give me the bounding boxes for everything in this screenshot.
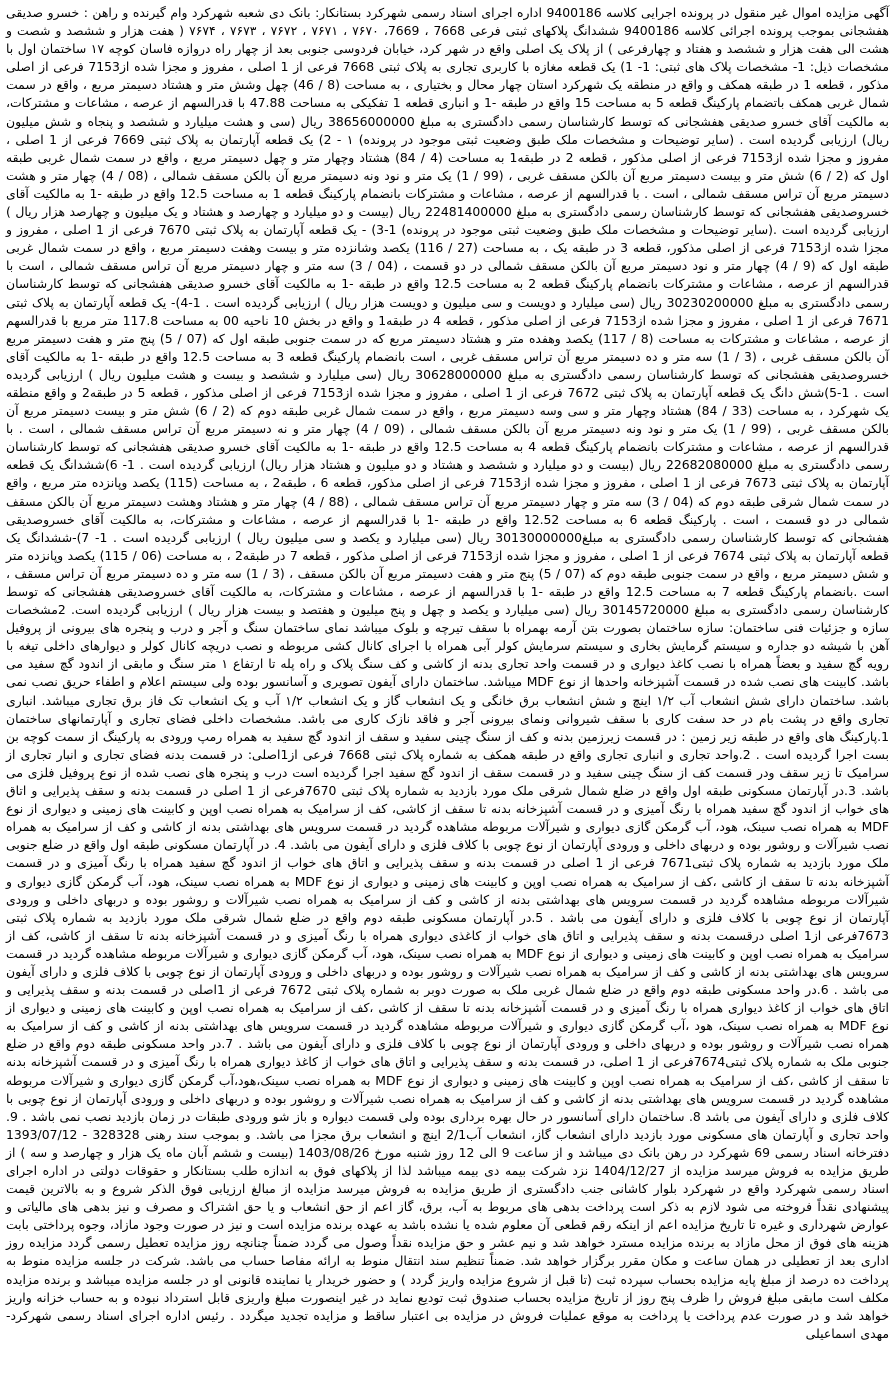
auction-notice-text: آگهی مزایده اموال غیر منقول در پرونده اجرایی کلاسه 9400186 اداره اجرای اسناد رسمی شهرکرد بستانکار: بانک دی شعبه شهرکرد وام گیرنده و راهن : خسرو صدیقی هفشجانی بموجب پرونده اجرائی کلاسه 9400186 ششدانگ پلاکهای ثبتی فرعی 7668 ، 7669، ۷۶۷۰ ، ۷۶۷۱ ، ۷۶۷۲ ، ۷۶۷۳ ، ۷۶۷۴ ( هفت هزار و ششصد و شصت و هشت الی هفت هزار و ششصد و هفتاد و چهارفرعی ) از پلاک یک اصلی واقع در شهر کرد، خیابان فردوسی جنوبی بعد از چهار راه دروازه فاسان کوچه ۱۷ ساختمان اول با مشخصات ذیل: 1- مشخصات پلاک های ثبتی: 1- 1) یک قطعه مغازه با کاربری تجاری به پلاک ثبتی 7668 فرعی از 1 اصلی ، مفروز و مجزا شده از7153 فرعی از اصلی مذکور ، قطعه 1 در طبقه همکف و واقع در منطقه یک شهرکرد استان چهار محال و بختیاری ، به مساحت (8 / 46) چهل وشش متر و هشتاد دسیمتر مربع ، واقع در سمت شمال غربی همکف باتضمام پارکینگ قطعه 5 به مساحت 15 واقع در طبقه -1 و انباری قطعه 1 تفکیکی به مساحت 47.88 با قدرالسهم از عرصه ، مشاعات و مشترکات، به مالکیت آقای خسرو صدیقی هفشجانی که توسط کارشناسان رسمی دادگستری به مبلغ 38656000000 ریال (سی و هشت میلیارد و ششصد و پنجاه و شش میلیون ریال) ارزیابی گردیده است . (سایر توضیحات و مشخصات ملک طبق وضعیت ثبتی موجود در پرونده) ۱ - 2) یک قطعه آپارتمان به پلاک ثبتی 7669 فرعی از 1 اصلی ، مفروز و مجزا شده از7153 فرعی از اصلی مذکور ، قطعه 2 در طبقه1 به مساحت (4 / 84) هشتاد وچهار متر و چهل دسیمتر مربع ، واقع در سمت شمال غربی طبقه اول که (2 / 6) شش متر و بیست دسیمتر مربع آن بالکن مسقف غربی ، (99 / 1) یک متر و نود ونه دسیمتر مربع آن بالکن مسقف شمالی ، (08 / 4) چهار متر و هشت دسیمتر مربع آن تراس مسقف شمالی ، است . با قدرالسهم از عرصه ، مشاعات و مشترکات بانضمام پارکینگ قطعه 1 به مساحت 12.5 واقع در طبقه -1 به مالکیت آقای خسروصدیقی هفشجانی که توسط کارشناسان رسمی دادگستری به مبلغ 22481400000 ریال (بیست و دو میلیارد و چهارصد و هشتاد و یک میلیون و چهارصد هزار ریال ) ارزیابی گردیده است .(سایر توضیحات و مشخصات ملک طبق وضعیت ثبتی موجود در پرونده) 1-3) - یک قطعه آپارتمان به پلاک ثبتی 7670 فرعی از 1 اصلی ، مفروز و مجزا شده از7153 فرعی از اصلی مذکور، قطعه 3 در طبقه یک ، به مساحت (27 / 116) یکصد وشانزده متر و بیست وهفت دسیمتر مربع ، واقع در سمت شمال غربی طبقه اول که (9 / 4) چهار متر و نود دسیمتر مربع آن بالکن مسقف شمالی در دو قسمت ، (04 / 3) سه متر و چهار دسیمتر مربع آن تراس مسقف شمالی ، است با قدرالسهم از عرصه ، مشاعات و مشترکات بانضمام پارکینگ قطعه 2 به مساحت 12.5 واقع در طبقه -1 به مالکیت آقای خسرو صدیقی هفشجانی که توسط کارشناسان رسمی دادگستری به مبلغ 30230200000 ریال (سی میلیارد و دویست و سی میلیون و دویست هزار ریال ) ارزیابی گردیده است . 1-4)- یک قطعه آپارتمان به پلاک ثبتی 7671 فرعی از 1 اصلی ، مفروز و مجزا شده از7153 فرعی از اصلی مذکور ، قطعه 4 در طبقه1 و واقع در بخش 10 ناحیه 00 به مساحت 117.8 متر مربع با قدرالسهم از عرصه ، مشاعات و مشترکات به مساحت (8 / 117) یکصد وهفده متر و هشتاد دسیمتر مربع که در سمت جنوبی طبقه اول که (07 / 5) پنج متر و هفت دسیمتر مربع آن بالکن مسقف غربی ، (3 / 1) سه متر و ده دسیمتر مربع آن تراس مسقف غربی ، است بانضمام پارکینگ قطعه 3 به مساحت 12.5 واقع در طبقه -1 به مالکیت آقای خسروصدیقی هفشجانی که توسط کارشناسان رسمی دادگستری به مبلغ 30628000000 ریال (سی میلیارد و ششصد و بیست و هشت میلیون ریال ) ارزیابی گردیده است . 1-5)شش دانگ یک قطعه آپارتمان به پلاک ثبتی 7672 فرعی از 1 اصلی ، مفروز و مجزا شده از7153 فرعی از اصلی مذکور ، قطعه 5 در طبقه2 و واقع منطقه یک شهرکرد ، به مساحت (33 / 84) هشتاد وچهار متر و سی وسه دسیمتر مربع ، واقع در سمت شمال غربی طبقه دوم که (2 / 6) شش متر و بیست دسیمتر مربع آن بالکن مسقف غربی ، (99 / 1) یک متر و نود ونه دسیمتر مربع آن بالکن مسقف شمالی ، (09 / 4) چهار متر و نه دسیمتر مربع آن تراس مسقف شمالی ، است . با قدرالسهم از عرصه ، مشاعات و مشترکات بانضمام پارکینگ قطعه 4 به مساحت 12.5 واقع در طبقه -1 به مالکیت آقای خسرو صدیقی هفشجانی که توسط کارشناسان رسمی دادگستری به مبلغ 22682080000 ریال (بیست و دو میلیارد و ششصد و هشتاد و دو میلیون و هشتاد هزار ریال) ارزیابی گردیده است . 1- 6)ششدانگ یک قطعه آپارتمان به پلاک ثبتی 7673 فرعی از 1 اصلی ، مفروز و مجزا شده از7153 فرعی از اصلی مذکور، قطعه 6 ، طبقه2 ، به مساحت (115) یکصد وپانزده متر مربع ، واقع در سمت شمال شرقی طبقه دوم که (04 / 3) سه متر و چهار دسیمتر مربع آن تراس مسقف شمالی ، (88 / 4) چهار متر و هشتاد وهشت دسیمتر مربع آن بالکن مسقف شمالی در دو قسمت ، است . پارکینگ قطعه 6 به مساحت 12.52 واقع در طبقه -1 با قدرالسهم از عرصه ، مشاعات و مشترکات، به مالکیت آقای خسروصدیقی هفشجانی که توسط کارشناسان رسمی دادگستری به مبلغ30130000000 ریال (سی میلیارد و یکصد و سی میلیون ریال ) ارزیابی گردیده است . 1- 7)-ششدانگ یک قطعه آپارتمان به پلاک ثبتی 7674 فرعی از 1 اصلی ، مفروز و مجزا شده از7153 فرعی از اصلی مذکور ، قطعه 7 در طبقه2 ، به مساحت (06 / 115) یکصد وپانزده متر و شش دسیمتر مربع ، واقع در سمت جنوبی طبقه دوم که (07 / 5) پنج متر و هفت دسیمتر مربع آن بالکن مسقف ، (3 / 1) سه متر و ده دسیمتر مربع آن تراس مسقف ، است .بانضمام پارکینگ قطعه 7 به مساحت 12.5 واقع در طبقه -1 با قدرالسهم از عرصه ، مشاعات و مشترکات، به مالکیت آقای خسروصدیقی هفشجانی که توسط کارشناسان رسمی دادگستری به مبلغ 30145720000 ریال (سی میلیارد و یکصد و چهل و پنج میلیون و هفتصد و بیست هزار ریال ) ارزیابی گردیده است. 2مشخصات سازه و جزئیات فنی ساختمان: سازه ساختمان بصورت بتن آرمه بهمراه با سقف تیرچه و بلوک میباشد نمای ساختمان سنگ و آجر و درب و پنجره های بیرونی از پروفیل آهن با شیشه دو جداره و سیستم گرمایش بخاری و سیستم سرمایش کولر آبی همراه با اجرای کانال کشی مربوطه و نصب دریچه کانال کولر و دیوارهای داخلی تیغه با رویه گچ سفید و بعضاً همراه با نصب کاغذ دیواری و در قسمت واحد تجاری بدنه از کاشی و کف سنگ پلاک و راه پله تا ارتفاع ۱ متر سنگ و مابقی از اندود گچ سفید می باشد. کابینت های نصب شده در قسمت آشپزخانه واحدها از نوع MDF میباشد. ساختمان دارای آیفون تصویری و آسانسور بوده ولی سیستم اعلام و اطفاء حریق نصب نمی باشد. ساختمان دارای شش انشعاب آب ۱/۲ اینچ و شش انشعاب برق خانگی و یک انشعاب گاز و یک انشعاب ۱/۲ آب و یک انشعاب تک فاز برق تجاری میباشد. انباری تجاری واقع در پشت بام در حد سفت کاری با سقف شیروانی ونمای بیرونی آجر و فاقد نازک کاری می باشد. مشخصات داخلی فضای تجاری و آپارتمانهای ساختمان 1.پارکینگ های واقع در طبقه زیر زمین : در قسمت زیرزمین بدنه و کف از سنگ چینی سفید و سقف از اندود گچ سفید به همراه رمپ ورودی به پارکینگ از سمت کوچه بن بست اجرا گردیده است . 2.واحد تجاری و انباری تجاری واقع در طبقه همکف به شماره پلاک ثبتی 7668 فرعی از1اصلی: در قسمت بدنه فضای تجاری و انبار تجاری از سرامیک تا زیر سقف ودر قسمت کف از سنگ چینی سفید و در قسمت سقف از اندود گچ سفید اجرا گردیده است درب و پنجره های نصب شده از نوع پروفیل فلزی می باشد. 3.در آپارتمان مسکونی طبقه اول واقع در ضلع شمال شرقی ملک مورد بازدید به شماره پلاک ثبتی 7670فرعی از 1 اصلی در قسمت بدنه و سقف پذیرایی و اتاق های خواب از اندود گچ سفید همراه با رنگ آمیزی و در قسمت آشپزخانه بدنه تا سقف از کاشی، کف از سرامیک به همراه نصب اوپن و کابینت های زمینی و دیواری از نوع MDF به همراه نصب سینک، هود، آب گرمکن گازی دیواری و شیرآلات مربوطه مشاهده گردید در قسمت سرویس های بهداشتی بدنه از کاشی و کف از سرامیک به همراه نصب شیرآلات و روشور بوده و دربهای داخلی و ورودی آپارتمان از نوع چوبی با کلاف فلزی و دارای آیفون می باشد. 4. در آپارتمان مسکونی طبقه اول واقع در ضلع جنوبی ملک مورد بازدید به شماره پلاک ثبتی7671 فرعی از 1 اصلی در قسمت بدنه و سقف پذیرایی و اتاق های خواب از اندود گچ سفید همراه با رنگ آمیزی و در قسمت آشپزخانه بدنه تا سقف از کاشی ،کف از سرامیک به همراه نصب اوپن و کابینت های زمینی و دیواری از نوع MDF به همراه نصب سینک، هود، آب گرمکن گازی دیواری و شیرآلات مربوطه مشاهده گردید در قسمت سرویس های بهداشتی بدنه از کاشی و کف از سرامیک به همراه نصب شیرآلات و روشور بوده و دربهای داخلی و ورودی آپارتمان از نوع چوبی با کلاف فلزی و دارای آیفون می باشد . 5.در آپارتمان مسکونی طبقه دوم واقع در ضلع شمال شرقی ملک مورد بازدید به شماره پلاک ثبتی 7673فرعی از1 اصلی درقسمت بدنه و سقف پذیرایی و اتاق های خواب از کاغذی دیواری همراه با رنگ آمیزی و در قسمت آشپزخانه بدنه تا سقف از کاشی، کف از سرامیک به همراه نصب اوپن و کابینت های زمینی و دیواری از نوع MDF به همراه نصب سینک، هود، آب گرمکن گازی دیواری و شیرآلات مربوطه مشاهده گردید در قسمت سرویس های بهداشتی بدنه از کاشی و کف از سرامیک به همراه نصب شیرآلات و روشور بوده و دربهای داخلی و ورودی آپارتمان از نوع چوبی با کلاف فلزی و دارای آیفون می باشد . 6.در واحد مسکونی طبقه دوم واقع در ضلع شمال غربی ملک به صورت دوبر به شماره پلاک ثبتی 7672 فرعی از 1اصلی در قسمت بدنه و سقف پذیرایی و اتاق های خواب از کاغذ دیواری همراه با رنگ آمیزی و در قسمت آشپزخانه بدنه تا سقف از کاشی ،کف از سرامیک به همراه نصب اوپن و کابینت های زمینی و دیواری از نوع MDF به همراه نصب سینک، هود ،آب گرمکن گازی دیواری و شیرآلات مربوطه مشاهده گردید در قسمت سرویس های بهداشتی بدنه از کاشی و کف از سرامیک به همراه نصب شیرآلات و روشور بوده و دربهای داخلی و ورودی آپارتمان از نوع چوبی با کلاف فلزی و دارای آیفون می باشد . 7.در واحد مسکونی طبقه دوم واقع در ضلع جنوبی ملک به شماره پلاک ثبتی7674فرعی از 1 اصلی، در قسمت بدنه و سقف پذیرایی و اتاق های خواب از کاغذ دیواری همراه با رنگ آمیزی و در قسمت آشپزخانه بدنه تا سقف از کاشی ،کف از سرامیک به همراه نصب اوپن و کابینت های زمینی و دیواری از نوع MDF به همراه نصب سینک،هود،آب گرمکن گازی دیواری و شیرآلات مربوطه مشاهده گردید در قسمت سرویس های بهداشتی بدنه از کاشی و کف از سرامیک به همراه نصب شیرآلات و روشور بوده و دربهای داخلی و ورودی آپارتمان از نوع چوبی با کلاف فلزی و دارای آیفون می باشد 8. ساختمان دارای آسانسور در حال بهره برداری بوده ولی قسمت دیواره و باز شو ورودی طبقات در زمان بازدید نصب نمی باشد . 9. واحد تجاری و آپارتمان های مسکونی مورد بازدید دارای انشعاب گاز، انشعاب آب2/1 اینچ و انشعاب برق مجزا می باشد. و بموجب سند رهنی 328328 - 1393/07/12 دفترخانه اسناد رسمی 69 شهرکرد در رهن بانک دی میباشد و از ساعت 9 الی 12 روز شنبه مورخ 1403/08/26 (بیست و ششم آبان ماه یک هزار و چهارصد و سه ) از طریق مزایده به فروش میرسد مزایده از 1404/12/27 نزد شرکت بیمه دی بیمه میباشد لذا از پلاکهای فوق به اندازه طلب بستانکار و حقوقات دولتی در اداره اجرای اسناد رسمی شهرکرد واقع در شهرکرد بلوار کاشانی جنب دادگستری از طریق مزایده به فروش میرسد مزایده از مبالغ ارزیابی فوق الذکر شروع و به بالاترین قیمت پیشنهادی نقداً فروخته می شود لازم به ذکر است پرداخت بدهی های مربوط به آب، برق، گاز اعم از حق انشعاب و یا حق اشتراک و مصرف و نیز بدهی های مالیاتی و عوارض شهرداری و غیره تا تاریخ مزایده اعم از اینکه رقم قطعی آن معلوم شده یا نشده باشد به عهده برنده مزایده است و نیز در صورت وجود مازاد، وجوه پرداختی بابت هزینه های فوق از محل مازاد به برنده مزایده مسترد خواهد شد و نیم عشر و حق مزایده نقداً وصول می گردد ضمناً چنانچه روز مزایده تعطیل رسمی گردد مزایده روز اداری بعد از تعطیلی در همان ساعت و مکان مقرر برگزار خواهد شد. ضمناً تنظیم سند انتقال منوط به ارائه مفاصا حساب می باشد. شرکت در جلسه مزایده منوط به پرداخت ده درصد از مبلغ پایه مزایده بحساب سپرده ثبت (تا قبل از شروع مزایده واریز گردد ) و حضور خریدار یا نماینده قانونی او در جلسه مزایده میباشد و برنده مزایده مکلف است مابقی مبلغ فروش را ظرف پنج روز از تاریخ مزایده بحساب صندوق ثبت تودیع نماید در غیر اینصورت مبلغ واریزی قابل استرداد نبوده و به حساب خزانه واریز خواهد شد و در صورت عدم پرداخت یا پرداخت به موقع عملیات فروش در مزایده بی اعتبار ساقط و مزایده تجدید میگردد . رئیس اداره اجرای اسناد رسمی شهرکرد- مهدی اسماعیلی	[6, 5, 890, 1341]
